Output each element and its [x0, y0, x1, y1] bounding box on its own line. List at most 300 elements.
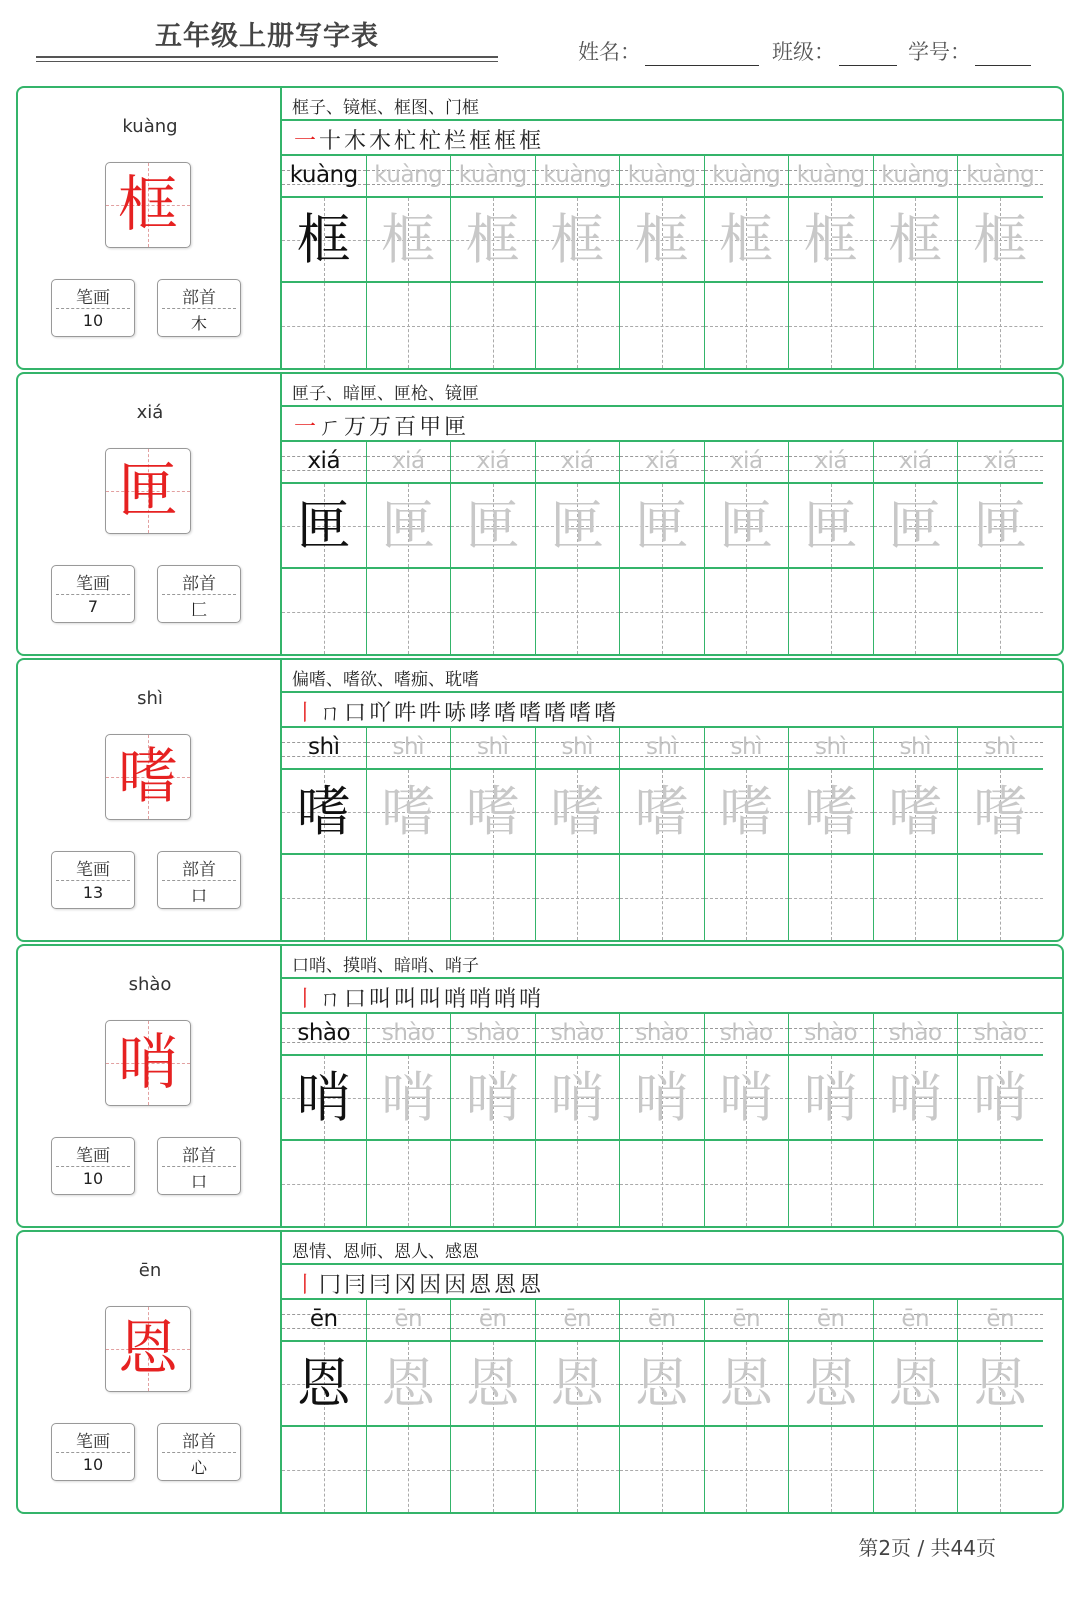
- trace-cell[interactable]: [705, 1342, 790, 1427]
- trace-cell[interactable]: [367, 1342, 452, 1427]
- blank-practice-cell[interactable]: [958, 283, 1043, 368]
- stroke-step: 哨: [444, 987, 470, 1012]
- trace-cell[interactable]: [874, 770, 959, 855]
- strokes-label: 笔画: [76, 1432, 110, 1452]
- radical-label: 部首: [182, 574, 216, 594]
- character-trace: 匣: [465, 494, 520, 557]
- blank-practice-cell[interactable]: [451, 1427, 536, 1512]
- trace-cell[interactable]: [705, 198, 790, 283]
- blank-practice-cell[interactable]: [705, 283, 790, 368]
- practice-area: [282, 374, 1062, 654]
- page-number: 第2页 / 共44页: [858, 1536, 996, 1560]
- blank-practice-cell[interactable]: [367, 569, 452, 654]
- pinyin-trace: shào: [297, 1020, 351, 1046]
- blank-practice-cell[interactable]: [451, 283, 536, 368]
- pinyin-cell[interactable]: [367, 1300, 452, 1342]
- character-trace: 恩: [888, 1352, 943, 1415]
- trace-cell[interactable]: [620, 198, 705, 283]
- blank-practice-cell[interactable]: [536, 855, 621, 940]
- blank-practice-cell[interactable]: [874, 283, 959, 368]
- pinyin-trace: shào: [381, 1020, 435, 1046]
- trace-cell[interactable]: [367, 1056, 452, 1141]
- card-summary: [18, 946, 282, 1226]
- trace-cell[interactable]: [958, 1342, 1043, 1427]
- pinyin-trace: shì: [899, 734, 931, 760]
- pinyin-trace: ēn: [394, 1306, 423, 1332]
- stroke-order-row: [282, 407, 1062, 442]
- stroke-step: 嗜: [544, 701, 570, 726]
- title-underline-thin: [36, 61, 498, 62]
- blank-practice-cell[interactable]: [451, 1141, 536, 1226]
- pinyin-trace: xiá: [898, 448, 932, 474]
- blank-practice-cell[interactable]: [451, 569, 536, 654]
- pinyin-trace: kuàng: [374, 162, 443, 188]
- blank-practice-cell[interactable]: [705, 1141, 790, 1226]
- blank-practice-cell[interactable]: [282, 1141, 367, 1226]
- strokes-label: 笔画: [76, 1146, 110, 1166]
- pinyin-cell[interactable]: [451, 728, 536, 770]
- stroke-step: 恩: [469, 1273, 495, 1298]
- stroke-step: 冃: [369, 1273, 395, 1298]
- pinyin-cell[interactable]: [705, 156, 790, 198]
- practice-grid: [282, 1014, 1062, 1226]
- number-field: [908, 36, 1031, 66]
- pinyin-cell[interactable]: [874, 728, 959, 770]
- example-words: 口哨、摸哨、暗哨、哨子: [292, 956, 479, 976]
- trace-cell[interactable]: [620, 1342, 705, 1427]
- pinyin-cell[interactable]: [282, 1014, 367, 1056]
- trace-cell[interactable]: [620, 484, 705, 569]
- character-card: [16, 372, 1064, 656]
- pinyin-cell[interactable]: [789, 1300, 874, 1342]
- trace-cell[interactable]: [367, 770, 452, 855]
- blank-practice-cell[interactable]: [789, 855, 874, 940]
- pinyin-cell[interactable]: [536, 1300, 621, 1342]
- trace-cell[interactable]: [367, 198, 452, 283]
- pinyin-cell[interactable]: [620, 442, 705, 484]
- stroke-step: 嗜: [594, 701, 620, 726]
- practice-area: [282, 1232, 1062, 1512]
- blank-practice-cell[interactable]: [958, 855, 1043, 940]
- trace-cell[interactable]: [705, 484, 790, 569]
- blank-practice-cell[interactable]: [536, 283, 621, 368]
- blank-practice-cell[interactable]: [282, 283, 367, 368]
- pinyin-cell[interactable]: [282, 728, 367, 770]
- trace-cell[interactable]: [705, 1056, 790, 1141]
- stroke-order-row: [282, 979, 1062, 1014]
- card-summary: [18, 88, 282, 368]
- pinyin-trace: shào: [888, 1020, 942, 1046]
- stroke-step: 万: [344, 415, 370, 440]
- stroke-step: 万: [369, 415, 395, 440]
- strokes-label: 笔画: [76, 288, 110, 308]
- blank-practice-cell[interactable]: [282, 569, 367, 654]
- blank-practice-cell[interactable]: [282, 855, 367, 940]
- character-trace: 匣: [634, 494, 689, 557]
- stroke-step: 木: [369, 129, 395, 154]
- practice-area: [282, 946, 1062, 1226]
- blank-practice-cell[interactable]: [705, 569, 790, 654]
- character-trace: 匣: [803, 494, 858, 557]
- stroke-order-row: [282, 1265, 1062, 1300]
- trace-cell[interactable]: [789, 198, 874, 283]
- example-words: 恩情、恩师、恩人、感恩: [292, 1242, 479, 1262]
- trace-cell[interactable]: [367, 484, 452, 569]
- stroke-step: 嗜: [569, 701, 595, 726]
- stroke-step: 恩: [494, 1273, 520, 1298]
- pinyin-trace: shì: [646, 734, 678, 760]
- stroke-step: 嗜: [494, 701, 520, 726]
- pinyin-cell[interactable]: [789, 442, 874, 484]
- stroke-step: 哨: [519, 987, 545, 1012]
- pinyin-trace: kuàng: [289, 162, 358, 188]
- stroke-step: 哨: [494, 987, 520, 1012]
- blank-practice-cell[interactable]: [282, 1427, 367, 1512]
- stroke-step: 叫: [419, 987, 445, 1012]
- stroke-order: [294, 124, 544, 155]
- stroke-step: 框: [494, 129, 520, 154]
- trace-cell[interactable]: [958, 198, 1043, 283]
- radical-label: 部首: [182, 288, 216, 308]
- name-label: 姓名：: [578, 40, 641, 64]
- radical-value: 口: [190, 886, 207, 905]
- trace-cell[interactable]: [536, 1342, 621, 1427]
- pinyin-cell[interactable]: [451, 1014, 536, 1056]
- radical-box: [157, 1423, 241, 1481]
- character-trace: 恩: [973, 1352, 1028, 1415]
- character-trace: 哨: [973, 1066, 1028, 1129]
- trace-cell[interactable]: [451, 770, 536, 855]
- pinyin-label: shì: [137, 688, 163, 709]
- pinyin-trace: shì: [815, 734, 847, 760]
- blank-practice-cell[interactable]: [789, 283, 874, 368]
- pinyin-cell[interactable]: [958, 442, 1043, 484]
- pinyin-cell[interactable]: [705, 728, 790, 770]
- stroke-step: 嗜: [519, 701, 545, 726]
- pinyin-trace: xiá: [814, 448, 848, 474]
- trace-cell[interactable]: [451, 1342, 536, 1427]
- trace-cell[interactable]: [282, 1056, 367, 1141]
- pinyin-cell[interactable]: [958, 1014, 1043, 1056]
- blank-practice-cell[interactable]: [958, 1141, 1043, 1226]
- blank-practice-cell[interactable]: [367, 283, 452, 368]
- trace-cell[interactable]: [874, 198, 959, 283]
- trace-cell[interactable]: [958, 484, 1043, 569]
- blank-practice-cell[interactable]: [789, 1141, 874, 1226]
- blank-practice-cell[interactable]: [367, 855, 452, 940]
- stroke-count: 13: [82, 883, 104, 902]
- pinyin-trace: shì: [392, 734, 424, 760]
- stroke-step: 百: [394, 415, 420, 440]
- stroke-step: 杧: [394, 129, 420, 154]
- trace-cell[interactable]: [620, 770, 705, 855]
- pinyin-trace: xiá: [307, 448, 341, 474]
- trace-cell[interactable]: [282, 1342, 367, 1427]
- pinyin-cell[interactable]: [874, 156, 959, 198]
- stroke-step: 叫: [394, 987, 420, 1012]
- model-character-box: [105, 448, 191, 534]
- strokes-label: 笔画: [76, 860, 110, 880]
- pinyin-trace: ēn: [563, 1306, 592, 1332]
- pinyin-cell[interactable]: [705, 442, 790, 484]
- character-trace: 框: [634, 208, 689, 271]
- character-trace: 嗜: [465, 780, 520, 843]
- radical-value: 匚: [190, 600, 207, 619]
- stroke-order-row: [282, 693, 1062, 728]
- stroke-count: 10: [82, 311, 104, 330]
- pinyin-cell[interactable]: [367, 442, 452, 484]
- blank-practice-cell[interactable]: [620, 855, 705, 940]
- trace-cell[interactable]: [536, 198, 621, 283]
- name-blank[interactable]: [645, 43, 759, 66]
- pinyin-cell[interactable]: [789, 156, 874, 198]
- character-trace: 恩: [634, 1352, 689, 1415]
- pinyin-cell[interactable]: [536, 442, 621, 484]
- blank-practice-cell[interactable]: [874, 569, 959, 654]
- character-trace: 哨: [381, 1066, 436, 1129]
- stroke-step: 哮: [469, 701, 495, 726]
- trace-cell[interactable]: [282, 770, 367, 855]
- pinyin-cell[interactable]: [367, 156, 452, 198]
- stroke-count-box: [51, 279, 135, 337]
- stroke-count-box: [51, 1137, 135, 1195]
- character-trace: 哨: [296, 1066, 351, 1129]
- stroke-step: ㄇ: [319, 701, 345, 726]
- radical-label: 部首: [182, 860, 216, 880]
- pinyin-cell[interactable]: [620, 156, 705, 198]
- character-trace: 框: [296, 208, 351, 271]
- character-trace: 匣: [296, 494, 351, 557]
- model-character: 匣: [118, 456, 178, 526]
- example-words: 匣子、暗匣、匣枪、镜匣: [292, 384, 479, 404]
- radical-box: [157, 851, 241, 909]
- stroke-count-box: [51, 1423, 135, 1481]
- class-field: [772, 36, 897, 66]
- trace-cell[interactable]: [282, 484, 367, 569]
- character-trace: 嗜: [550, 780, 605, 843]
- character-trace: 框: [465, 208, 520, 271]
- pinyin-cell[interactable]: [789, 728, 874, 770]
- practice-grid: [282, 442, 1062, 654]
- blank-practice-cell[interactable]: [620, 283, 705, 368]
- stroke-step: 丨: [294, 987, 320, 1012]
- pinyin-cell[interactable]: [536, 156, 621, 198]
- model-character: 框: [118, 170, 178, 240]
- blank-practice-cell[interactable]: [789, 569, 874, 654]
- trace-cell[interactable]: [536, 770, 621, 855]
- pinyin-trace: shì: [561, 734, 593, 760]
- pinyin-cell[interactable]: [282, 442, 367, 484]
- model-character-box: [105, 1020, 191, 1106]
- pinyin-cell[interactable]: [705, 1014, 790, 1056]
- model-character: 哨: [118, 1028, 178, 1098]
- stroke-step: 十: [319, 129, 345, 154]
- pinyin-cell[interactable]: [282, 1300, 367, 1342]
- number-label: 学号：: [908, 40, 971, 64]
- character-trace: 嗜: [381, 780, 436, 843]
- model-character: 嗜: [118, 742, 178, 812]
- stroke-step: 一: [294, 415, 320, 440]
- pinyin-trace: ēn: [986, 1306, 1015, 1332]
- class-label: 班级：: [772, 40, 835, 64]
- trace-cell[interactable]: [451, 484, 536, 569]
- pinyin-trace: xiá: [476, 448, 510, 474]
- character-trace: 框: [719, 208, 774, 271]
- strokes-label: 笔画: [76, 574, 110, 594]
- blank-practice-cell[interactable]: [705, 855, 790, 940]
- character-trace: 嗜: [888, 780, 943, 843]
- stroke-count-box: [51, 851, 135, 909]
- pinyin-cell[interactable]: [958, 156, 1043, 198]
- pinyin-trace: kuàng: [881, 162, 950, 188]
- pinyin-cell[interactable]: [958, 1300, 1043, 1342]
- radical-label: 部首: [182, 1432, 216, 1452]
- pinyin-trace: xiá: [645, 448, 679, 474]
- pinyin-trace: kuàng: [458, 162, 527, 188]
- trace-cell[interactable]: [620, 1056, 705, 1141]
- words-row: [282, 946, 1062, 979]
- example-words: 偏嗜、嗜欲、嗜痂、耽嗜: [292, 670, 479, 690]
- pinyin-cell[interactable]: [536, 1014, 621, 1056]
- pinyin-trace: xiá: [560, 448, 594, 474]
- pinyin-cell[interactable]: [367, 1014, 452, 1056]
- stroke-step: ㄇ: [319, 987, 345, 1012]
- pinyin-trace: xiá: [391, 448, 425, 474]
- stroke-step: 吖: [369, 701, 395, 726]
- stroke-step: 冂: [319, 1273, 345, 1298]
- radical-box: [157, 565, 241, 623]
- stroke-count-box: [51, 565, 135, 623]
- class-blank[interactable]: [839, 43, 897, 66]
- pinyin-cell[interactable]: [874, 442, 959, 484]
- blank-practice-cell[interactable]: [874, 1427, 959, 1512]
- pinyin-cell[interactable]: [789, 1014, 874, 1056]
- trace-cell[interactable]: [536, 484, 621, 569]
- trace-cell[interactable]: [282, 198, 367, 283]
- stroke-step: 冃: [344, 1273, 370, 1298]
- stroke-step: 木: [344, 129, 370, 154]
- trace-cell[interactable]: [874, 1342, 959, 1427]
- page-header: [0, 0, 1080, 80]
- blank-practice-cell[interactable]: [620, 1427, 705, 1512]
- stroke-step: 口: [344, 701, 370, 726]
- trace-cell[interactable]: [958, 770, 1043, 855]
- pinyin-cell[interactable]: [620, 1300, 705, 1342]
- stroke-step: 吽: [394, 701, 420, 726]
- pinyin-cell[interactable]: [367, 728, 452, 770]
- pinyin-cell[interactable]: [958, 728, 1043, 770]
- pinyin-cell[interactable]: [536, 728, 621, 770]
- pinyin-trace: ēn: [309, 1306, 338, 1332]
- trace-cell[interactable]: [451, 1056, 536, 1141]
- blank-practice-cell[interactable]: [874, 1141, 959, 1226]
- stroke-step: 叫: [369, 987, 395, 1012]
- pinyin-trace: shì: [730, 734, 762, 760]
- pinyin-cell[interactable]: [282, 156, 367, 198]
- stroke-count: 10: [82, 1455, 104, 1474]
- pinyin-cell[interactable]: [620, 728, 705, 770]
- pinyin-label: shào: [128, 974, 172, 995]
- pinyin-trace: shì: [477, 734, 509, 760]
- blank-practice-cell[interactable]: [705, 1427, 790, 1512]
- blank-practice-cell[interactable]: [536, 1427, 621, 1512]
- blank-practice-cell[interactable]: [958, 569, 1043, 654]
- stroke-step: 框: [469, 129, 495, 154]
- blank-practice-cell[interactable]: [958, 1427, 1043, 1512]
- trace-cell[interactable]: [789, 770, 874, 855]
- words-row: [282, 1232, 1062, 1265]
- stroke-step: 丨: [294, 1273, 320, 1298]
- pinyin-cell[interactable]: [451, 1300, 536, 1342]
- blank-practice-cell[interactable]: [536, 569, 621, 654]
- trace-cell[interactable]: [874, 484, 959, 569]
- pinyin-trace: shào: [973, 1020, 1027, 1046]
- stroke-step: 匣: [444, 415, 470, 440]
- pinyin-trace: shì: [984, 734, 1016, 760]
- radical-label: 部首: [182, 1146, 216, 1166]
- number-blank[interactable]: [975, 43, 1031, 66]
- pinyin-cell[interactable]: [620, 1014, 705, 1056]
- character-card: [16, 944, 1064, 1228]
- character-trace: 恩: [465, 1352, 520, 1415]
- pinyin-trace: kuàng: [966, 162, 1035, 188]
- pinyin-cell[interactable]: [705, 1300, 790, 1342]
- blank-practice-cell[interactable]: [367, 1427, 452, 1512]
- pinyin-cell[interactable]: [874, 1300, 959, 1342]
- pinyin-trace: shào: [719, 1020, 773, 1046]
- pinyin-cell[interactable]: [451, 156, 536, 198]
- stroke-step: 哨: [469, 987, 495, 1012]
- character-trace: 恩: [719, 1352, 774, 1415]
- trace-cell[interactable]: [874, 1056, 959, 1141]
- blank-practice-cell[interactable]: [620, 1141, 705, 1226]
- blank-practice-cell[interactable]: [451, 855, 536, 940]
- trace-cell[interactable]: [958, 1056, 1043, 1141]
- trace-cell[interactable]: [705, 770, 790, 855]
- trace-cell[interactable]: [789, 484, 874, 569]
- stroke-step: 口: [344, 987, 370, 1012]
- trace-cell[interactable]: [789, 1056, 874, 1141]
- blank-practice-cell[interactable]: [536, 1141, 621, 1226]
- blank-practice-cell[interactable]: [874, 855, 959, 940]
- blank-practice-cell[interactable]: [367, 1141, 452, 1226]
- character-trace: 哨: [888, 1066, 943, 1129]
- stroke-step: 栏: [444, 129, 470, 154]
- character-trace: 嗜: [719, 780, 774, 843]
- pinyin-cell[interactable]: [451, 442, 536, 484]
- blank-practice-cell[interactable]: [620, 569, 705, 654]
- pinyin-trace: xiá: [983, 448, 1017, 474]
- radical-box: [157, 1137, 241, 1195]
- pinyin-cell[interactable]: [874, 1014, 959, 1056]
- character-trace: 恩: [550, 1352, 605, 1415]
- blank-practice-cell[interactable]: [789, 1427, 874, 1512]
- trace-cell[interactable]: [536, 1056, 621, 1141]
- character-trace: 匣: [381, 494, 436, 557]
- stroke-step: 哧: [444, 701, 470, 726]
- stroke-step: ㄏ: [319, 415, 345, 440]
- stroke-step: 一: [294, 129, 320, 154]
- character-trace: 嗜: [296, 780, 351, 843]
- trace-cell[interactable]: [451, 198, 536, 283]
- stroke-step: 吽: [419, 701, 445, 726]
- practice-area: [282, 88, 1062, 368]
- pinyin-trace: kuàng: [796, 162, 865, 188]
- trace-cell[interactable]: [789, 1342, 874, 1427]
- card-summary: [18, 1232, 282, 1512]
- character-trace: 框: [550, 208, 605, 271]
- radical-box: [157, 279, 241, 337]
